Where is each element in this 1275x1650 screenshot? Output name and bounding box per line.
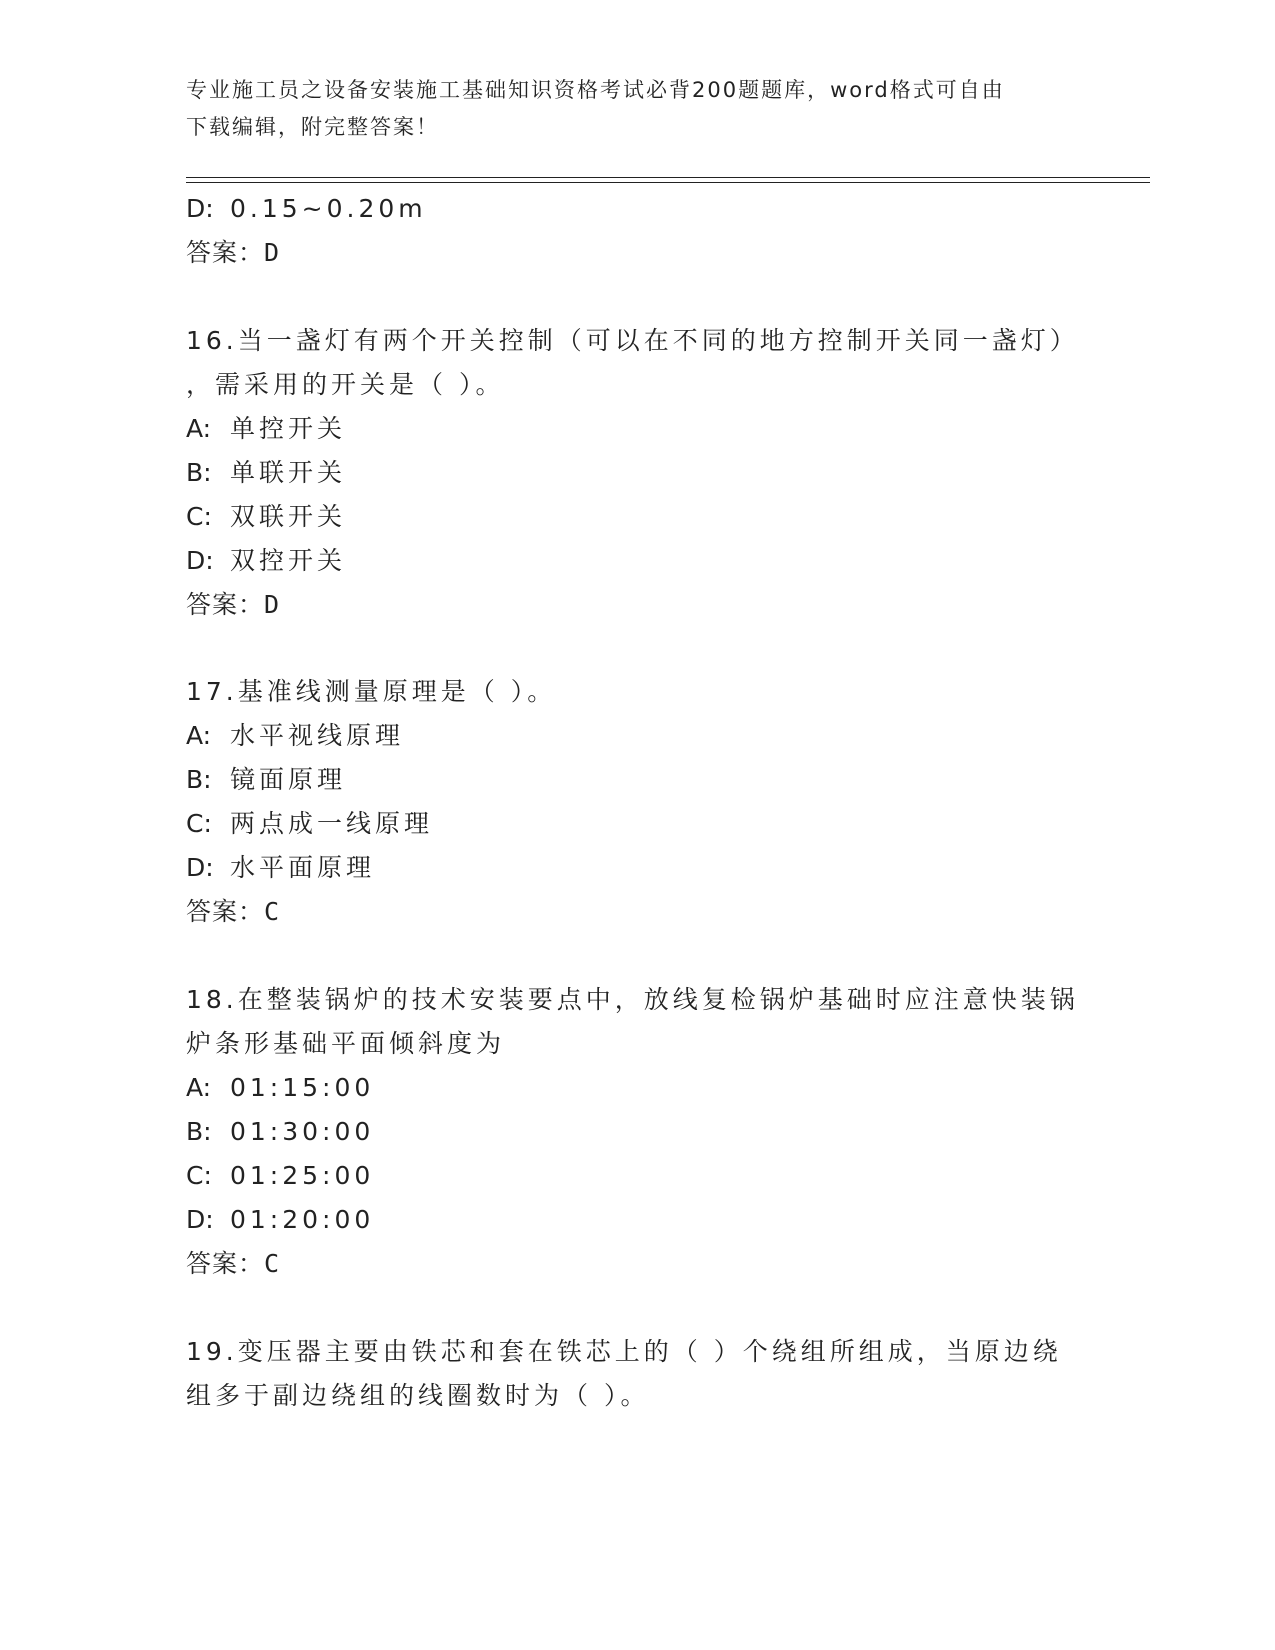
q18-option-b bbox=[186, 1116, 374, 1148]
option-key: C: bbox=[186, 809, 212, 838]
q16-option-d bbox=[186, 545, 346, 577]
option-key: B: bbox=[186, 1117, 212, 1146]
option-key: C: bbox=[186, 502, 212, 531]
q18-stem-line-2: 炉条形基础平面倾斜度为 bbox=[186, 1029, 506, 1058]
option-text: 单联开关 bbox=[230, 458, 347, 487]
q17-option-d bbox=[186, 852, 375, 884]
option-text: 01:25:00 bbox=[230, 1161, 375, 1190]
q17-option-b bbox=[186, 764, 346, 796]
header-divider-top bbox=[186, 177, 1150, 178]
q18-option-c bbox=[186, 1160, 374, 1192]
option-key: D: bbox=[186, 546, 214, 575]
q18-option-a bbox=[186, 1072, 374, 1104]
option-key: C: bbox=[186, 1161, 212, 1190]
q16-answer: 答案：D bbox=[186, 590, 281, 619]
option-key: A: bbox=[186, 1073, 212, 1102]
document-header bbox=[186, 72, 1086, 146]
q18-stem-line-1: 18.在整装锅炉的技术安装要点中，放线复检锅炉基础时应注意快装锅 bbox=[186, 985, 1079, 1014]
q16-option-b bbox=[186, 457, 346, 489]
option-text: 双控开关 bbox=[230, 546, 347, 575]
q18-answer: 答案：C bbox=[186, 1249, 281, 1278]
option-text: 单控开关 bbox=[230, 414, 347, 443]
option-text: 01:20:00 bbox=[230, 1205, 375, 1234]
option-text: 01:30:00 bbox=[230, 1117, 375, 1146]
option-key: B: bbox=[186, 458, 212, 487]
option-text: 双联开关 bbox=[230, 502, 347, 531]
q16-stem-line-2: ，需采用的开关是（ ）。 bbox=[186, 370, 505, 399]
q17-option-a bbox=[186, 720, 404, 752]
q16-option-a bbox=[186, 413, 346, 445]
q17-option-c bbox=[186, 808, 433, 840]
option-text: 0.15~0.20m bbox=[230, 194, 427, 223]
option-text: 两点成一线原理 bbox=[230, 809, 434, 838]
option-key: B: bbox=[186, 765, 212, 794]
option-text: 水平面原理 bbox=[230, 853, 376, 882]
option-text: 水平视线原理 bbox=[230, 721, 405, 750]
q16-option-c bbox=[186, 501, 346, 533]
header-line-2: 下载编辑，附完整答案！ bbox=[186, 115, 439, 139]
prev-answer: 答案：D bbox=[186, 238, 281, 267]
header-divider-bottom bbox=[186, 182, 1150, 183]
prev-option-d bbox=[186, 193, 427, 225]
q19-stem-line-1: 19.变压器主要由铁芯和套在铁芯上的（ ）个绕组所组成，当原边绕 bbox=[186, 1337, 1062, 1366]
option-key: A: bbox=[186, 414, 212, 443]
option-key: D: bbox=[186, 853, 214, 882]
option-key: D: bbox=[186, 194, 214, 223]
header-line-1: 专业施工员之设备安装施工基础知识资格考试必背200题题库，word格式可自由 bbox=[186, 78, 1005, 102]
option-key: D: bbox=[186, 1205, 214, 1234]
q18-option-d bbox=[186, 1204, 374, 1236]
q17-stem-line-1: 17.基准线测量原理是（ ）。 bbox=[186, 677, 557, 706]
option-text: 镜面原理 bbox=[230, 765, 347, 794]
option-text: 01:15:00 bbox=[230, 1073, 375, 1102]
q17-answer: 答案：C bbox=[186, 897, 281, 926]
q19-stem-line-2: 组多于副边绕组的线圈数时为（ ）。 bbox=[186, 1381, 650, 1410]
q16-stem-line-1: 16.当一盏灯有两个开关控制（可以在不同的地方控制开关同一盏灯） bbox=[186, 326, 1079, 355]
option-key: A: bbox=[186, 721, 212, 750]
